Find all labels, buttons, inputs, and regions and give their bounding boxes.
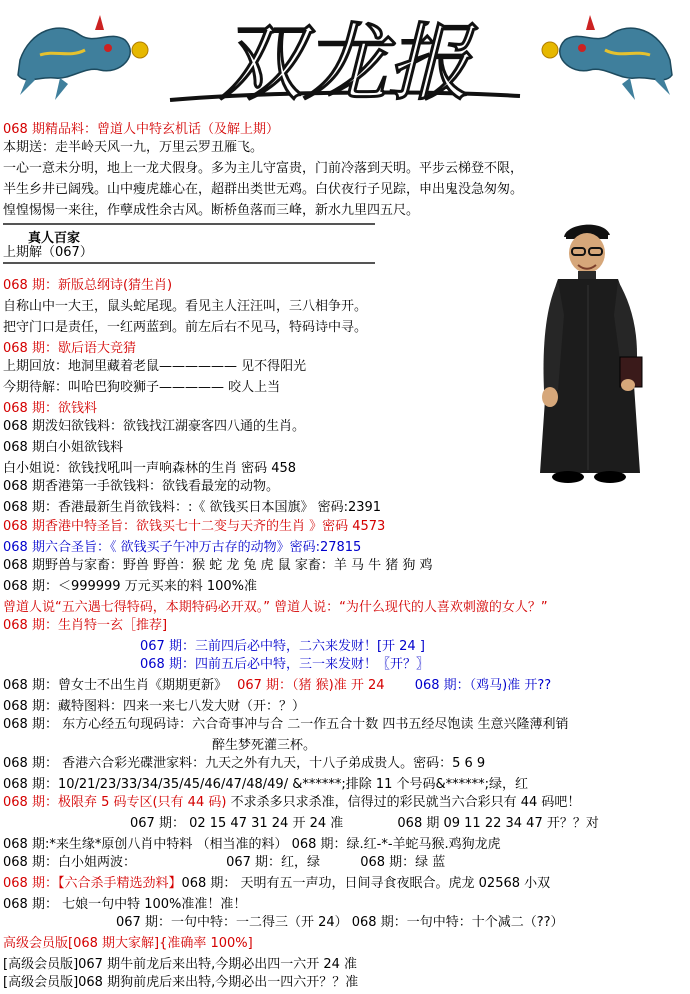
line-poem-heading: 068 期：新版总纲诗(猜生肖)	[3, 278, 173, 293]
line-bailiangbo	[3, 854, 445, 872]
line-xiehouyu-heading: 068 期：歇后语大竞猜	[3, 341, 136, 356]
line-yuqian-7: 068 期六合圣旨：《 欲钱买子午冲万古存的动物》密码:27815	[3, 540, 362, 555]
right-dragon-icon	[542, 15, 672, 100]
zengnvshi-label: 068 期：曾女士不出生肖《期期更新》	[3, 678, 227, 693]
line-qiniang: 068 期： 七娘一句中特 100%准准！准！	[3, 897, 247, 912]
separator-1	[3, 223, 375, 228]
killer-label: 068 期：【六合杀手精选劲料】	[3, 876, 182, 891]
line-poem-a: 自称山中一大王，鼠头蛇尾现。看见主人汪汪叫，三八相争开。	[3, 299, 368, 314]
line-xiehouyu-current: 今期待解：叫哈巴狗咬狮子————— 咬人上当	[3, 380, 281, 395]
man-in-robe-icon	[528, 215, 678, 487]
bailiangbo-label: 068 期：白小姐两波：	[3, 855, 136, 870]
line-yuqian-heading: 068 期：欲钱料	[3, 401, 97, 416]
line-yuqian-4: 068 期香港第一手欲钱料：欲钱看最宠的动物。	[3, 479, 279, 494]
line-068-predict: 068 期：四前五后必中特，三一来发财！〖开？〗	[140, 657, 429, 672]
line-yiju: 067 期：一句中特：一二得三（开 24） 068 期：一句中特：十个减二（??）	[116, 915, 564, 930]
line-headline-1: 068 期精品料：曾道人中特玄机话（及解上期）	[3, 122, 279, 137]
zengnvshi-067: 067 期：（猪 猴)准 开 24	[237, 678, 385, 693]
line-vip-068: [高级会员版]068 期狗前虎后来出特,今期必出一四六开？？准	[3, 975, 359, 990]
line-999999: 068 期：＜999999 万元买来的料 100%准	[3, 579, 258, 594]
line-067-result: 067 期：三前四后必中特，二六来发财！[开 24 ]	[140, 639, 425, 654]
line-last-period: 上期解（067）	[3, 245, 93, 260]
line-zengdaoren: 曾道人说“五六遇七得特码，本期特码必开双。” 曾道人说：“为什么现代的人喜欢刺激的女人？”	[3, 600, 548, 615]
line-jixian-results	[130, 815, 599, 833]
line-beasts: 068 期野兽与家畜：野兽 野兽：猴 蛇 龙 兔 虎 鼠 家畜：羊 马 牛 猪 狗 鸡	[3, 558, 433, 573]
line-yuqian-5: 068 期：香港最新生肖欲钱料：:《 欲钱买日本国旗》 密码:2391	[3, 500, 382, 515]
line-jixian	[3, 794, 580, 812]
line-yuqian-2: 068 期白小姐欲钱料	[3, 440, 123, 455]
line-shengxiao-heading: 068 期：生肖特一玄［推荐]	[3, 618, 168, 633]
masthead	[0, 0, 690, 122]
masthead-graphic	[0, 0, 690, 122]
line-xiehouyu-last: 上期回放：地洞里藏着老鼠—————— 见不得阳光	[3, 359, 307, 374]
line-exclude: 068 期：10/21/23/33/34/35/45/46/47/48/49/ &******;排除 11 个号码&******;绿，红	[3, 777, 529, 792]
separator-2	[3, 262, 375, 267]
left-dragon-icon	[18, 15, 148, 100]
bailiangbo-068: 068 期：绿 蓝	[360, 855, 446, 870]
line-vip-heading: 高级会员版[068 期大家解]{准确率 100%]	[3, 936, 253, 951]
zengnvshi-068: 068 期：（鸡马)准 开??	[414, 678, 552, 693]
line-yuqian-6: 068 期香港中特圣旨：欲钱买七十二变与天齐的生肖 》密码 4573	[3, 519, 386, 534]
line-guangdie: 068 期： 香港六合彩光碟泄家料：九天之外有九天，十八子弟成贵人。密码：5 6 9	[3, 756, 486, 771]
line-dongfang: 068 期： 东方心经五句现码诗：六合奇事冲与合 二一作五合十数 四书五经尽饱读 生意兴隆薄利销	[3, 717, 569, 732]
line-dongfang-cont: 醉生梦死灌三杯。	[212, 738, 317, 753]
bailiangbo-067: 067 期：红，绿	[226, 855, 321, 870]
line-yuqian-3: 白小姐说：欲钱找吼叫一声响森林的生肖 密码 458	[3, 461, 297, 476]
line-poem-3: 惶惶惕惕一来往，作孽成性余古风。断桥鱼落而三峰，新水九里四五尺。	[3, 203, 420, 218]
line-cangte: 068 期：藏特图料：四来一来七八发大财（开：？）	[3, 699, 305, 714]
line-zengnvshi	[3, 677, 551, 695]
jixian-068: 068 期 09 11 22 34 47 开？？对	[397, 816, 599, 831]
jixian-label: 068 期：极限弃 5 码专区(只有 44 码)	[3, 795, 227, 810]
jixian-text: 不求杀多只求杀准，信得过的彩民就当六合彩只有 44 码吧！	[226, 795, 581, 810]
line-poem-2: 半生乡井已阔残。山中瘦虎雄心在，超群出类世无鸡。白伏夜行子见踪，申出鬼没急匆匆。	[3, 182, 524, 197]
line-vip-067: [高级会员版]067 期牛前龙后来出特,今期必出四一六开 24 准	[3, 957, 358, 972]
line-killer	[3, 875, 550, 893]
section-zhenren: 真人百家	[28, 231, 81, 246]
jixian-067: 067 期： 02 15 47 31 24 开 24 准	[130, 816, 344, 831]
portrait-figure	[528, 215, 678, 487]
line-poem-1: 一心一意未分明，地上一龙犬假身。多为主儿守富贵，门前冷落到天明。平步云梯登不限，	[3, 161, 524, 176]
masthead-title: 双龙报	[218, 14, 472, 112]
line-laishengyuan: 068 期:*来生缘*原创八肖中特料 （相当准的料） 068 期：绿.红-*-羊蛇马猴.鸡狗龙虎	[3, 837, 501, 852]
killer-text: 068 期： 天明有五一声功，日间寻食夜眠合。虎龙 02568 小双	[181, 876, 551, 891]
line-this-period: 本期送：走半岭天风一九，万里云罗丑雁飞。	[3, 140, 264, 155]
line-poem-b: 把守门口是责任，一红两蓝到。前左后右不见马，特码诗中寻。	[3, 320, 368, 335]
line-yuqian-1: 068 期泼妇欲钱料：欲钱找江湖豪客四八通的生肖。	[3, 419, 305, 434]
